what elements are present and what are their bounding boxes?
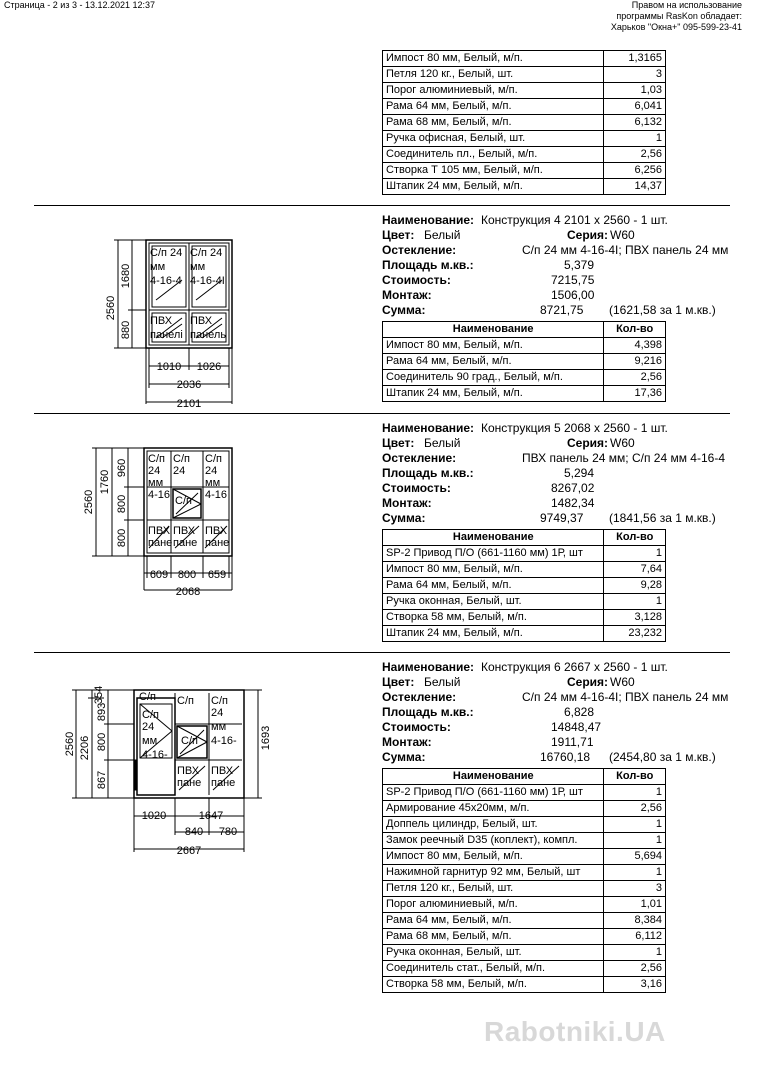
pane-label: ПВХ	[173, 525, 196, 537]
dim-label: 780	[218, 826, 238, 838]
dim-label: 1020	[141, 810, 167, 822]
material-qty: 1,03	[604, 83, 666, 99]
info-value: 5,379	[564, 258, 595, 272]
material-qty: 6,041	[604, 99, 666, 115]
material-name: Рама 64 мм, Белый, м/п.	[383, 99, 604, 115]
material-name: Створка Т 105 мм, Белый, м/п.	[383, 163, 604, 179]
table-row	[383, 897, 666, 913]
table-row	[383, 626, 666, 642]
table-row	[383, 115, 666, 131]
column-header-qty: Кол-во	[604, 769, 666, 785]
dim-label: 2560	[105, 295, 117, 321]
dim-label: 840	[184, 826, 204, 838]
info-label: Сумма:	[382, 750, 426, 764]
table-row	[383, 977, 666, 993]
material-qty: 1	[604, 817, 666, 833]
pane-label: мм	[205, 477, 221, 489]
info-value: Конструкция 6 2667 х 2560 - 1 шт.	[481, 660, 668, 674]
table-row	[383, 179, 666, 195]
dim-label: 1680	[120, 263, 132, 289]
material-qty: 23,232	[604, 626, 666, 642]
material-qty: 1	[604, 131, 666, 147]
pane-label: С/п	[211, 695, 228, 707]
dim-label: 1760	[99, 469, 111, 495]
material-qty: 2,56	[604, 370, 666, 386]
material-name: SP-2 Привод П/О (661-1160 мм) 1Р, шт	[383, 546, 604, 562]
info-label: Цвет:	[382, 675, 415, 689]
construction-5-drawing	[83, 440, 246, 605]
material-name: Импост 80 мм, Белый, м/п.	[383, 849, 604, 865]
pane-label: С/п	[173, 453, 190, 465]
material-qty: 3,16	[604, 977, 666, 993]
material-qty: 9,28	[604, 578, 666, 594]
dim-label: 800	[177, 569, 197, 581]
dim-label: 893	[96, 702, 108, 722]
table-row	[383, 610, 666, 626]
material-qty: 6,112	[604, 929, 666, 945]
material-name: Доппель цилиндр, Белый, шт.	[383, 817, 604, 833]
license-line: Правом на использование	[631, 0, 742, 10]
material-qty: 6,256	[604, 163, 666, 179]
pane-label: ПВХ	[150, 315, 173, 327]
material-name: Рама 64 мм, Белый, м/п.	[383, 354, 604, 370]
material-name: Рама 68 мм, Белый, м/п.	[383, 929, 604, 945]
info-value: W60	[610, 228, 635, 242]
pane-label: 4-16-	[211, 735, 237, 747]
pane-label: пане	[173, 537, 198, 549]
info-value: 1482,34	[551, 496, 595, 510]
pane-label: С/п	[139, 691, 156, 703]
dim-label: 2101	[176, 398, 202, 410]
info-row	[382, 720, 732, 735]
material-name: Импост 80 мм, Белый, м/п.	[383, 562, 604, 578]
construction-4-info	[382, 213, 732, 318]
material-qty: 9,216	[604, 354, 666, 370]
pane-label: С/п 24	[190, 247, 223, 259]
construction-4-drawing	[90, 228, 250, 413]
dim-label: 2560	[83, 489, 95, 515]
material-name: Соединитель пл., Белый, м/п.	[383, 147, 604, 163]
info-value: 7215,75	[551, 273, 595, 287]
table-header-row	[383, 322, 666, 338]
material-name: Нажимной гарнитур 92 мм, Белый, шт	[383, 865, 604, 881]
pane-label: пане	[177, 777, 202, 789]
license-line: Харьков "Окна+" 095-599-23-41	[610, 22, 742, 32]
dim-label: 2667	[176, 845, 202, 857]
material-name: Рама 64 мм, Белый, м/п.	[383, 578, 604, 594]
table-row	[383, 67, 666, 83]
material-name: Рама 68 мм, Белый, м/п.	[383, 115, 604, 131]
material-name: Соединитель стат., Белый, м/п.	[383, 961, 604, 977]
material-name: Створка 58 мм, Белый, м/п.	[383, 977, 604, 993]
material-name: Импост 80 мм, Белый, м/п.	[383, 51, 604, 67]
material-qty: 6,132	[604, 115, 666, 131]
material-qty: 1	[604, 546, 666, 562]
material-qty: 3	[604, 881, 666, 897]
material-qty: 2,56	[604, 147, 666, 163]
dim-label: 1026	[196, 361, 222, 373]
dim-label: 1010	[156, 361, 182, 373]
table-row	[383, 849, 666, 865]
material-name: SP-2 Привод П/О (661-1160 мм) 1Р, шт	[383, 785, 604, 801]
table-header-row	[383, 530, 666, 546]
section-divider	[34, 652, 730, 653]
info-row	[382, 705, 732, 720]
info-row	[382, 228, 732, 243]
info-row	[382, 243, 732, 258]
material-qty: 3,128	[604, 610, 666, 626]
column-header-name: Наименование	[383, 769, 604, 785]
material-name: Ручка оконная, Белый, шт.	[383, 945, 604, 961]
material-name: Ручка оконная, Белый, шт.	[383, 594, 604, 610]
pane-label: 4-16-4	[150, 275, 182, 287]
info-value: 1911,71	[551, 735, 594, 749]
page-header-info: Страница - 2 из 3 - 13.12.2021 12:37	[4, 0, 156, 10]
table-row	[383, 817, 666, 833]
pane-label: панелі	[150, 329, 183, 341]
material-qty: 5,694	[604, 849, 666, 865]
dim-label: 2560	[64, 731, 76, 757]
pane-label: ПВХ	[190, 315, 213, 327]
info-label: Площадь м.кв.:	[382, 258, 474, 272]
pane-label: ПВХ	[148, 525, 171, 537]
info-row	[382, 213, 732, 228]
table-row	[383, 338, 666, 354]
info-value: Конструкция 4 2101 х 2560 - 1 шт.	[481, 213, 668, 227]
pane-label: С/п	[181, 735, 198, 747]
info-row	[382, 421, 732, 436]
pane-label: пане	[211, 777, 236, 789]
dim-label: 960	[116, 458, 128, 478]
info-value: W60	[610, 436, 635, 450]
dim-label: 867	[96, 770, 108, 790]
info-label: Остекление:	[382, 451, 457, 465]
table-row	[383, 833, 666, 849]
pane-label: 4-16-	[142, 749, 168, 761]
material-name: Штапик 24 мм, Белый, м/п.	[383, 179, 604, 195]
column-header-name: Наименование	[383, 322, 604, 338]
table-row	[383, 163, 666, 179]
material-name: Армирование 45х20мм, м/п.	[383, 801, 604, 817]
material-name: Ручка офисная, Белый, шт.	[383, 131, 604, 147]
info-value: 8721,75	[540, 303, 584, 317]
material-qty: 1,01	[604, 897, 666, 913]
info-label: Стоимость:	[382, 481, 451, 495]
info-value: Белый	[424, 675, 461, 689]
material-name: Порог алюминиевый, м/п.	[383, 897, 604, 913]
table-row	[383, 594, 666, 610]
info-value: 8267,02	[551, 481, 595, 495]
table-row	[383, 961, 666, 977]
material-qty: 2,56	[604, 961, 666, 977]
material-qty: 4,398	[604, 338, 666, 354]
pane-label: пане	[148, 537, 173, 549]
info-row	[382, 675, 732, 690]
info-label: Серия:	[567, 675, 609, 689]
info-label: Монтаж:	[382, 288, 432, 302]
license-info	[611, 0, 742, 33]
construction-4-materials-table	[382, 321, 666, 402]
material-qty: 1	[604, 865, 666, 881]
info-value: С/п 24 мм 4-16-4I; ПВХ панель 24 мм	[522, 243, 729, 257]
material-qty: 1	[604, 945, 666, 961]
pane-label: 4-16-4I	[190, 275, 225, 287]
table-row	[383, 929, 666, 945]
info-label: Наименование:	[382, 660, 475, 674]
material-name: Штапик 24 мм, Белый, м/п.	[383, 386, 604, 402]
table-row	[383, 354, 666, 370]
pane-label: ПВХ	[211, 765, 234, 777]
pane-label: 24	[173, 465, 186, 477]
info-row	[382, 750, 732, 765]
pane-label: ПВХ	[205, 525, 228, 537]
pane-label: 4-16	[205, 489, 228, 501]
material-name: Рама 64 мм, Белый, м/п.	[383, 913, 604, 929]
info-label: Серия:	[567, 436, 609, 450]
table-row	[383, 131, 666, 147]
section-divider	[34, 413, 730, 414]
info-value: Белый	[424, 436, 461, 450]
pane-label: мм	[190, 261, 206, 273]
material-qty: 1	[604, 785, 666, 801]
material-name: Импост 80 мм, Белый, м/п.	[383, 338, 604, 354]
pane-label: 24	[142, 721, 155, 733]
info-row	[382, 481, 732, 496]
table-row	[383, 386, 666, 402]
info-label: Площадь м.кв.:	[382, 466, 474, 480]
info-label: Остекление:	[382, 690, 457, 704]
material-qty: 1	[604, 833, 666, 849]
pane-label: 24	[205, 465, 218, 477]
pane-label: мм	[148, 477, 164, 489]
dim-label: 800	[116, 494, 128, 514]
info-label: Площадь м.кв.:	[382, 705, 474, 719]
info-row	[382, 690, 732, 705]
construction-6-drawing	[64, 680, 284, 865]
info-row	[382, 496, 732, 511]
info-value: Конструкция 5 2068 х 2560 - 1 шт.	[481, 421, 668, 435]
pane-label: С/п	[177, 695, 194, 707]
info-row	[382, 273, 732, 288]
info-value: W60	[610, 675, 635, 689]
material-name: Петля 120 кг., Белый, шт.	[383, 881, 604, 897]
construction-6-materials-table	[382, 768, 666, 993]
info-row	[382, 451, 732, 466]
construction-6-info	[382, 660, 732, 765]
info-value: 1506,00	[551, 288, 595, 302]
dim-label: 2068	[175, 586, 201, 598]
material-name: Замок реечный D35 (коплект), компл.	[383, 833, 604, 849]
column-header-name: Наименование	[383, 530, 604, 546]
table-row	[383, 370, 666, 386]
table-row	[383, 913, 666, 929]
info-row	[382, 511, 732, 526]
construction-5-materials-table	[382, 529, 666, 642]
carryover-materials-table	[382, 50, 666, 195]
pane-label: С/п	[205, 453, 222, 465]
table-header-row	[383, 769, 666, 785]
info-value: 14848,47	[551, 720, 602, 734]
material-qty: 14,37	[604, 179, 666, 195]
license-line: программы RasKon обладает:	[616, 11, 742, 21]
material-qty: 3	[604, 67, 666, 83]
dim-label: 2036	[176, 379, 202, 391]
table-row	[383, 83, 666, 99]
info-row	[382, 303, 732, 318]
table-row	[383, 578, 666, 594]
table-row	[383, 147, 666, 163]
info-row	[382, 660, 732, 675]
pane-label: С/п 24	[150, 247, 183, 259]
info-row	[382, 288, 732, 303]
pane-label: панель	[190, 329, 227, 341]
info-label: Остекление:	[382, 243, 457, 257]
material-qty: 2,56	[604, 801, 666, 817]
pane-label: 4-16	[148, 489, 171, 501]
pane-label: С/п	[148, 453, 165, 465]
info-row	[382, 735, 732, 750]
pane-label: мм	[211, 721, 227, 733]
info-label: Сумма:	[382, 511, 426, 525]
info-row	[382, 258, 732, 273]
dim-label: 1693	[260, 725, 272, 751]
watermark: Rabotniki.UA	[484, 1016, 666, 1047]
dim-label: 354	[93, 685, 105, 705]
material-name: Соединитель 90 град., Белый, м/п.	[383, 370, 604, 386]
material-name: Петля 120 кг., Белый, шт.	[383, 67, 604, 83]
dim-label: 1647	[198, 810, 224, 822]
dim-label: 800	[96, 732, 108, 752]
info-label: Сумма:	[382, 303, 426, 317]
material-qty: 17,36	[604, 386, 666, 402]
pane-label: мм	[142, 735, 158, 747]
info-value: (2454,80 за 1 м.кв.)	[609, 750, 716, 764]
table-row	[383, 785, 666, 801]
material-name: Створка 58 мм, Белый, м/п.	[383, 610, 604, 626]
table-row	[383, 546, 666, 562]
pane-label: С/п	[175, 495, 192, 507]
info-row	[382, 466, 732, 481]
construction-5-info	[382, 421, 732, 526]
material-qty: 8,384	[604, 913, 666, 929]
info-label: Наименование:	[382, 421, 475, 435]
info-row	[382, 436, 732, 451]
material-qty: 1,3165	[604, 51, 666, 67]
info-value: 6,828	[564, 705, 595, 719]
dim-label: 609	[149, 569, 169, 581]
pane-label: 24	[148, 465, 161, 477]
section-divider	[34, 205, 730, 206]
info-label: Наименование:	[382, 213, 475, 227]
pane-label: пане	[205, 537, 230, 549]
table-row	[383, 99, 666, 115]
info-label: Стоимость:	[382, 720, 451, 734]
table-row	[383, 562, 666, 578]
dim-label: 880	[120, 320, 132, 340]
dim-label: 800	[116, 528, 128, 548]
info-value: (1841,56 за 1 м.кв.)	[609, 511, 716, 525]
dim-label: 659	[207, 569, 227, 581]
info-value: Белый	[424, 228, 461, 242]
table-row	[383, 881, 666, 897]
info-value: 16760,18	[540, 750, 591, 764]
info-value: С/п 24 мм 4-16-4I; ПВХ панель 24 мм	[522, 690, 729, 704]
material-qty: 7,64	[604, 562, 666, 578]
column-header-qty: Кол-во	[604, 530, 666, 546]
table-row	[383, 801, 666, 817]
column-header-qty: Кол-во	[604, 322, 666, 338]
pane-label: ПВХ	[177, 765, 200, 777]
info-label: Цвет:	[382, 436, 415, 450]
table-row	[383, 945, 666, 961]
dim-label: 2206	[79, 735, 91, 761]
info-label: Цвет:	[382, 228, 415, 242]
material-name: Штапик 24 мм, Белый, м/п.	[383, 626, 604, 642]
info-value: ПВХ панель 24 мм; С/п 24 мм 4-16-4	[522, 451, 725, 465]
info-label: Стоимость:	[382, 273, 451, 287]
info-label: Монтаж:	[382, 496, 432, 510]
info-value: 5,294	[564, 466, 595, 480]
info-label: Монтаж:	[382, 735, 432, 749]
material-qty: 1	[604, 594, 666, 610]
material-name: Порог алюминиевый, м/п.	[383, 83, 604, 99]
pane-label: С/п	[142, 709, 159, 721]
table-row	[383, 51, 666, 67]
pane-label: 24	[211, 707, 224, 719]
info-value: 9749,37	[540, 511, 584, 525]
pane-label: мм	[150, 261, 166, 273]
info-value: (1621,58 за 1 м.кв.)	[609, 303, 716, 317]
table-row	[383, 865, 666, 881]
info-label: Серия:	[567, 228, 609, 242]
